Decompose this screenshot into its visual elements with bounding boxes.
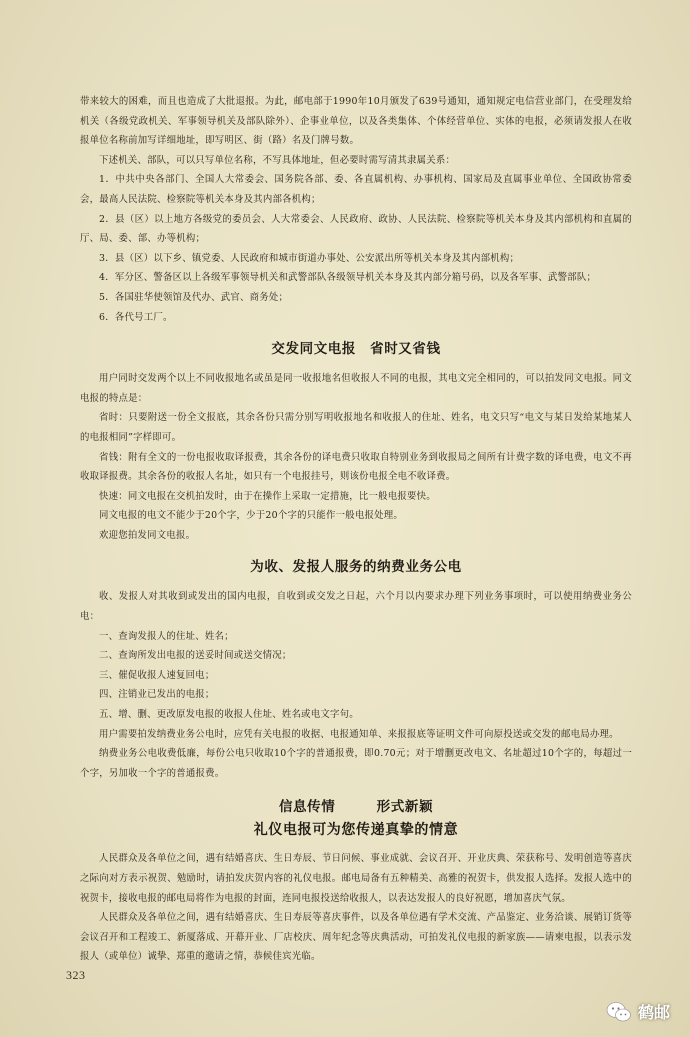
paragraph: 用户需要拍发纳费业务公电时，应凭有关电报的收据、电报通知单、来报报底等证明文件可向原投送或交发的邮电局办理。 [99,728,619,740]
list-item: 3．县（区）以下乡、镇党委、人民政府和城市街道办事处、公安派出所等机关本身及其内部机构； [99,252,520,264]
paragraph: 省时：只要附送一份全文报底，其余各份只需分别写明收报地名和收报人的住址、姓名，电文只写“电文与某日发给某地某人的电报相同”字样即可。 [80,412,632,443]
list-item: 1．中共中央各部门、全国人大常委会、国务院各部、委、各直属机构、办事机构、国家局及直属事业单位、全国政协常委会，最高人民法院、检察院等机关本身及其内部各机构； [80,174,632,205]
section-heading-same-text-telegram: 交发同文电报 省时又省钱 [271,341,441,358]
list-item: 2．县（区）以上地方各级党的委员会、人大常委会、人民政府、政协、人民法院、检察院等机关本身及其内部机构和直属的厅、局、委、部、办等机构； [80,213,632,245]
paragraph: 纳费业务公电收费低廉，每份公电只收取10个字的普通报费，即0.70元；对于增删更改电文、名址超过10个字的，每超过一个字，另加收一个字的普通报费。 [80,748,632,779]
watermark [606,1000,670,1023]
paragraph: 收、发报人对其收到或发出的国内电报，自收到或交发之日起，六个月以内要求办理下列业务事项时，可以使用纳费业务公电： [80,591,632,623]
page-content [80,92,632,967]
list-item: 三、催促收报人速复回电； [99,669,215,681]
heading-part-left: 信息传情 [278,799,336,816]
list-item: 五、增、删、更改原发电报的收报人住址、姓名或电文字句。 [99,709,359,721]
watermark-text: 鹤邮 [637,1003,670,1022]
section-heading-paid-service-telegram: 为收、发报人服务的纳费业务公电 [250,559,462,576]
wechat-icon [606,1001,632,1023]
paragraph: 人民群众及各单位之间，遇有结婚喜庆、生日寿辰、节日问候、事业成就、会议召开、开业庆典、荣获称号、发明创造等喜庆之际向对方表示祝贺、勉励时，请拍发庆贺内容的礼仪电报。邮电局备有五种精美、高雅的祝贺卡，供发报人选择。发报人选中的祝贺卡，接收电报的邮电局将作为电报的封面，连同电报投送给收报人，以表达发报人的良好祝愿，增加喜庆气氛。 [80,853,632,904]
section-heading-greeting-telegram [80,795,632,815]
paragraph: 用户同时交发两个以上不同收报地名或虽是同一收报地名但收报人不同的电报，其电文完全相同的，可以拍发同文电报。同文电报的特点是： [80,373,632,404]
exempt-list [80,170,632,327]
paragraph: 同文电报的电文不能少于20个字，少于20个字的只能作一般电报处理。 [99,510,403,522]
list-item: 一、查询发报人的住址、姓名； [99,630,234,642]
list-item: 4．军分区、警备区以上各级军事领导机关和武警部队各级领导机关本身及其内部分箱号码，以及各军事、武警部队； [99,272,597,284]
paragraph: 快速：同文电报在交机拍发时，由于在操作上采取一定措施，比一般电报要快。 [99,490,436,502]
paragraph: 省钱：附有全文的一份电报收取译报费，其余各份的译电费只收取自特别业务到收报局之间所有计费字数的译电费，电文不再收取译报费。其余各份的收报人名址，如只有一个电报挂号，则该份电报全电不收译费。 [80,451,632,483]
list-item: 5．各国驻华使领馆及代办、武官、商务处； [99,291,289,303]
section-subheading-greeting-telegram: 礼仪电报可为您传递真挚的情意 [253,822,459,839]
list-item: 6．各代号工厂。 [99,311,173,323]
intro-paragraph: 带来较大的困难，而且也造成了大批退报。为此，邮电部于1990年10月颁发了639号通知，通知规定电信营业部门，在受理发给机关（各级党政机关、军事领导机关及部队除外）、企事业单位，以及各类集体、个体经营单位、实体的电报，必须请发报人在收报单位名称前加写详细地址，即写明区、街（路）名及门牌号数。 [80,96,632,147]
exempt-intro: 下述机关、部队，可以只写单位名称，不写具体地址，但必要时需写清其隶属关系： [99,154,456,166]
paragraph: 欢迎您拍发同文电报。 [99,529,196,541]
list-item: 四、注销业已发出的电报； [99,689,215,701]
heading-part-right: 形式新颖 [376,799,434,816]
list-item: 二、查询所发出电报的送妥时间或送交情况； [99,650,292,662]
page-number: 323 [66,968,86,982]
paragraph: 人民群众及各单位之间，遇有结婚喜庆、生日寿辰等喜庆事件，以及各单位遇有学术交流、产品鉴定、业务洽谈、展销订货等会议召开和工程竣工、新厦落成、开幕开业、厂店校庆、周年纪念等庆典活动，可拍发礼仪电报的新家族——请柬电报，以表示发报人（或单位）诚挚、郑重的邀请之情，恭候佳宾光临。 [80,912,632,963]
